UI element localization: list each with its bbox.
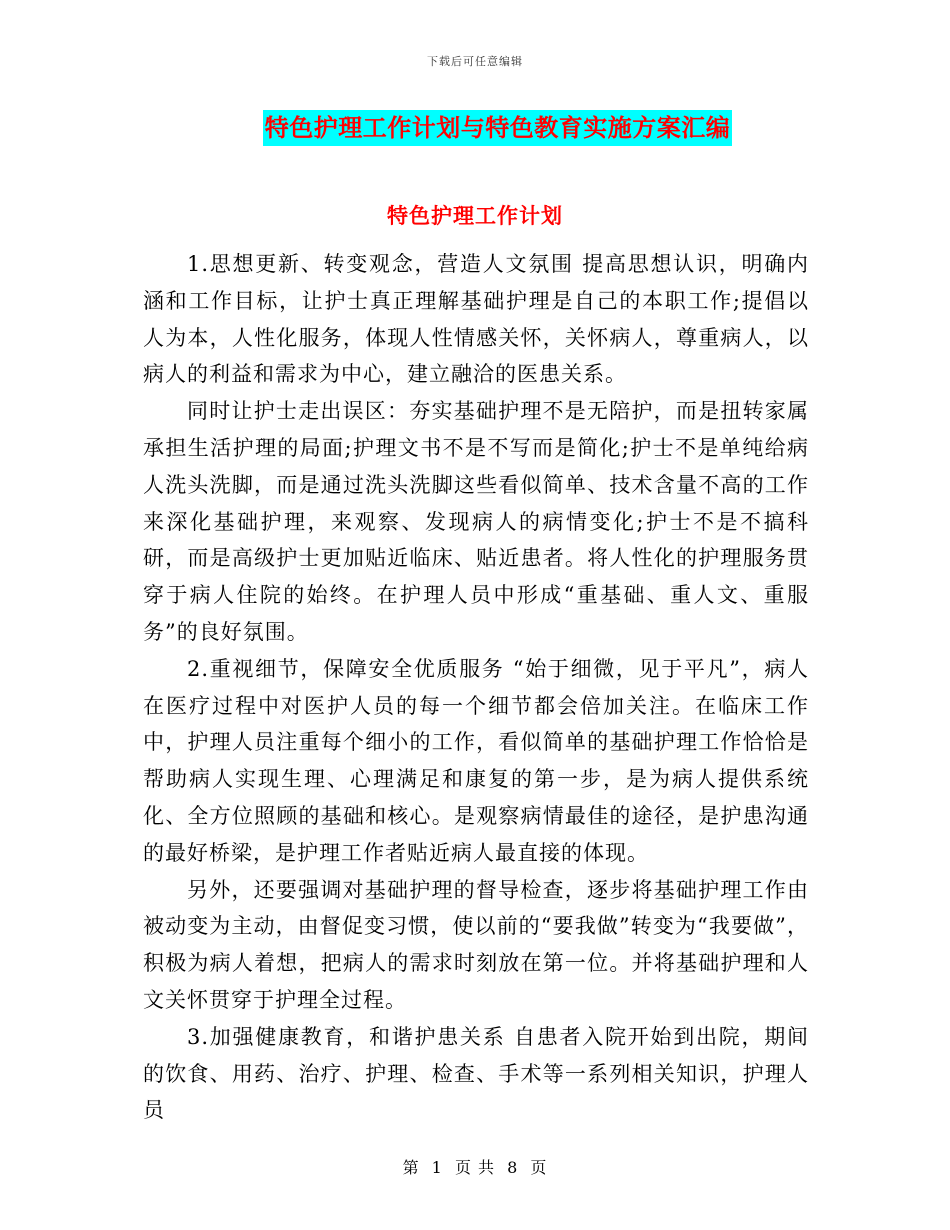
section-title: 特色护理工作计划 [387,203,563,228]
paragraph-3: 2.重视细节，保障安全优质服务 “始于细微，见于平凡”，病人在医疗过程中对医护人员的每一个细节都会倍加关注。在临床工作中，护理人员注重每个细小的工作，看似简单的基础护理工作恰恰是帮助病人实现生理、心理满足和康复的第一步，是为病人提供系统化、全方位照顾的基础和核心。是观察病情最佳的途径，是护患沟通的最好桥梁，是护理工作者贴近病人最直接的体现。 [143,656,809,865]
page-current-number: 1 [431,1158,443,1177]
body-text [143,246,809,1129]
page-footer [0,1155,950,1178]
paragraph-4: 另外，还要强调对基础护理的督导检查，逐步将基础护理工作由被动变为主动，由督促变习惯，使以前的“要我做”转变为“我要做”，积极为病人着想，把病人的需求时刻放在第一位。并将基础护理和人文关怀贯穿于护理全过程。 [143,877,809,1012]
paragraph-5: 3.加强健康教育，和谐护患关系 自患者入院开始到出院，期间的饮食、用药、治疗、护理、检查、手术等一系列相关知识，护理人员 [143,1024,809,1123]
page-total-number: 8 [507,1158,519,1177]
paragraph-1: 1.思想更新、转变观念，营造人文氛围 提高思想认识，明确内涵和工作目标，让护士真正理解基础护理是自己的本职工作;提倡以人为本，人性化服务，体现人性情感关怀，关怀病人，尊重病人，以病人的利益和需求为中心，建立融洽的医患关系。 [143,252,809,387]
page-prefix: 第 [402,1158,420,1177]
main-title: 特色护理工作计划与特色教育实施方案汇编 [263,110,733,146]
header-note: 下载后可任意编辑 [427,55,523,68]
page-suffix: 页 [530,1158,548,1177]
paragraph-2: 同时让护士走出误区：夯实基础护理不是无陪护，而是扭转家属承担生活护理的局面;护理文书不是不写而是简化;护士不是单纯给病人洗头洗脚，而是通过洗头洗脚这些看似简单、技术含量不高的工作来深化基础护理，来观察、发现病人的病情变化;护士不是不搞科研，而是高级护士更加贴近临床、贴近患者。将人性化的护理服务贯穿于病人住院的始终。在护理人员中形成“重基础、重人文、重服务”的良好氛围。 [143,399,809,644]
main-title-container [0,110,950,146]
page-mid-text: 页 共 [454,1158,496,1177]
